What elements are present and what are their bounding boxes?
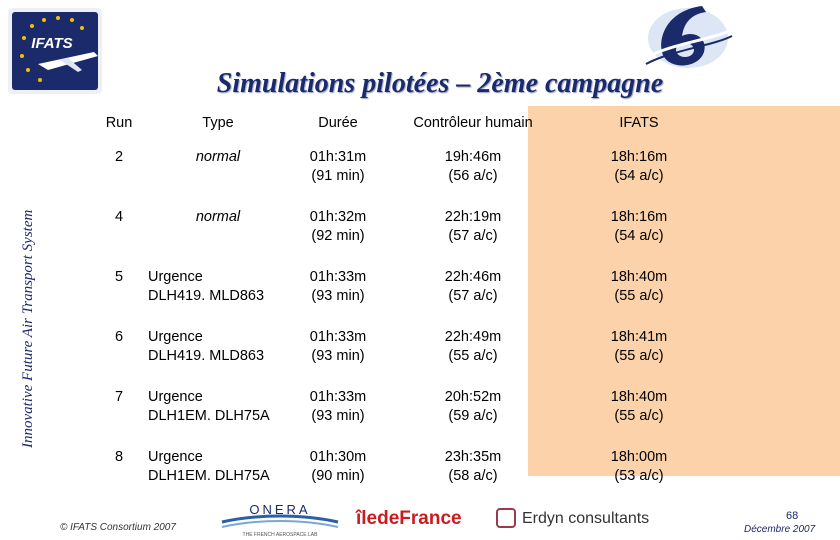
cell-ifats-time: 18h:16m — [610, 209, 668, 225]
cell-controleur-count: (56 a/c) — [448, 168, 498, 184]
cell-ifats-count: (54 a/c) — [614, 168, 664, 184]
cell-ifats-time: 18h:00m — [610, 449, 668, 465]
cell-controleur-count: (58 a/c) — [448, 468, 498, 484]
cell-type-line2: DLH419. MLD863 — [148, 288, 265, 304]
cell-duree-time: 01h:30m — [309, 449, 367, 465]
cell-controleur-time: 22h:46m — [444, 269, 502, 285]
cell-ifats — [558, 140, 720, 200]
cell-type-line2: DLH1EM. DLH75A — [148, 408, 270, 424]
cell-duree-time: 01h:32m — [309, 209, 367, 225]
cell-controleur — [388, 440, 558, 500]
cell-type-line1: Urgence — [148, 389, 203, 405]
cell-ifats — [558, 440, 720, 500]
cell-ifats — [558, 200, 720, 260]
cell-ifats-count: (55 a/c) — [614, 288, 664, 304]
cell-type — [148, 200, 288, 260]
cell-ifats-time: 18h:40m — [610, 269, 668, 285]
iledefrance-logo-text: îledeFrance — [356, 508, 462, 529]
table-row — [90, 440, 720, 500]
cell-controleur-time: 22h:19m — [444, 209, 502, 225]
cell-duree — [288, 260, 388, 320]
cell-duree-min: (93 min) — [311, 288, 365, 304]
results-table-wrap — [90, 106, 818, 484]
cell-controleur — [388, 140, 558, 200]
erdyn-logo-text: Erdyn consultants — [522, 510, 650, 527]
header-duree: Durée — [318, 114, 358, 131]
cell-duree-min: (91 min) — [311, 168, 365, 184]
iledefrance-logo — [356, 508, 462, 530]
cell-controleur-time: 20h:52m — [444, 389, 502, 405]
cell-duree — [288, 380, 388, 440]
cell-ifats — [558, 260, 720, 320]
cell-duree — [288, 320, 388, 380]
cell-duree-time: 01h:33m — [309, 389, 367, 405]
cell-type — [148, 140, 288, 200]
cell-run: 5 — [114, 269, 124, 285]
cell-run: 7 — [114, 389, 124, 405]
cell-duree-time: 01h:33m — [309, 269, 367, 285]
header-type: Type — [202, 114, 234, 131]
cell-type-line1: Urgence — [148, 329, 203, 345]
cell-run: 4 — [114, 209, 124, 225]
cell-ifats-time: 18h:16m — [610, 149, 668, 165]
results-table — [90, 106, 720, 500]
cell-type — [148, 440, 288, 500]
cell-ifats-count: (53 a/c) — [614, 468, 664, 484]
six-logo — [640, 0, 736, 74]
table-row — [90, 320, 720, 380]
table-row — [90, 200, 720, 260]
cell-duree — [288, 140, 388, 200]
table-row — [90, 260, 720, 320]
table-row — [90, 140, 720, 200]
cell-ifats-count: (54 a/c) — [614, 228, 664, 244]
cell-type-line1: normal — [195, 149, 241, 165]
cell-type — [148, 260, 288, 320]
cell-duree-min: (92 min) — [311, 228, 365, 244]
cell-controleur-count: (57 a/c) — [448, 288, 498, 304]
cell-controleur-time: 22h:49m — [444, 329, 502, 345]
cell-type — [148, 320, 288, 380]
cell-duree-min: (93 min) — [311, 348, 365, 364]
cell-type — [148, 380, 288, 440]
cell-controleur — [388, 320, 558, 380]
cell-duree-min: (93 min) — [311, 408, 365, 424]
cell-duree — [288, 200, 388, 260]
header-ifats: IFATS — [619, 114, 659, 131]
cell-duree-time: 01h:31m — [309, 149, 367, 165]
cell-type-line1: Urgence — [148, 269, 203, 285]
page-title: Simulations pilotées – 2ème campagne — [216, 68, 664, 99]
cell-type-line1: normal — [195, 209, 241, 225]
cell-duree-time: 01h:33m — [309, 329, 367, 345]
header-controleur: Contrôleur humain — [413, 114, 533, 131]
table-header-row — [90, 106, 720, 140]
cell-run: 2 — [114, 149, 124, 165]
cell-controleur — [388, 200, 558, 260]
page-number: 68 — [786, 510, 799, 522]
cell-ifats-time: 18h:41m — [610, 329, 668, 345]
sidebar-title: Innovative Future Air Transport System — [20, 209, 36, 448]
footer-copyright: © IFATS Consortium 2007 — [60, 522, 176, 533]
cell-controleur-count: (59 a/c) — [448, 408, 498, 424]
cell-duree-min: (90 min) — [311, 468, 365, 484]
cell-ifats-count: (55 a/c) — [614, 348, 664, 364]
cell-controleur-count: (55 a/c) — [448, 348, 498, 364]
onera-logo-text: ONERA — [249, 502, 311, 517]
cell-controleur — [388, 380, 558, 440]
cell-controleur-count: (57 a/c) — [448, 228, 498, 244]
cell-run: 8 — [114, 449, 124, 465]
erdyn-logo-icon — [496, 508, 516, 528]
cell-duree — [288, 440, 388, 500]
cell-type-line1: Urgence — [148, 449, 203, 465]
cell-run: 6 — [114, 329, 124, 345]
cell-ifats-count: (55 a/c) — [614, 408, 664, 424]
table-row — [90, 380, 720, 440]
cell-controleur-time: 19h:46m — [444, 149, 502, 165]
cell-type-line2: DLH1EM. DLH75A — [148, 468, 270, 484]
cell-controleur — [388, 260, 558, 320]
cell-ifats — [558, 320, 720, 380]
onera-logo-subtext: THE FRENCH AEROSPACE LAB — [242, 532, 318, 538]
onera-logo — [218, 500, 342, 538]
cell-ifats-time: 18h:40m — [610, 389, 668, 405]
cell-controleur-time: 23h:35m — [444, 449, 502, 465]
cell-type-line2: DLH419. MLD863 — [148, 348, 265, 364]
page-date: Décembre 2007 — [744, 524, 816, 535]
logo-text: IFATS — [31, 35, 73, 52]
cell-ifats — [558, 380, 720, 440]
header-run: Run — [105, 114, 133, 131]
